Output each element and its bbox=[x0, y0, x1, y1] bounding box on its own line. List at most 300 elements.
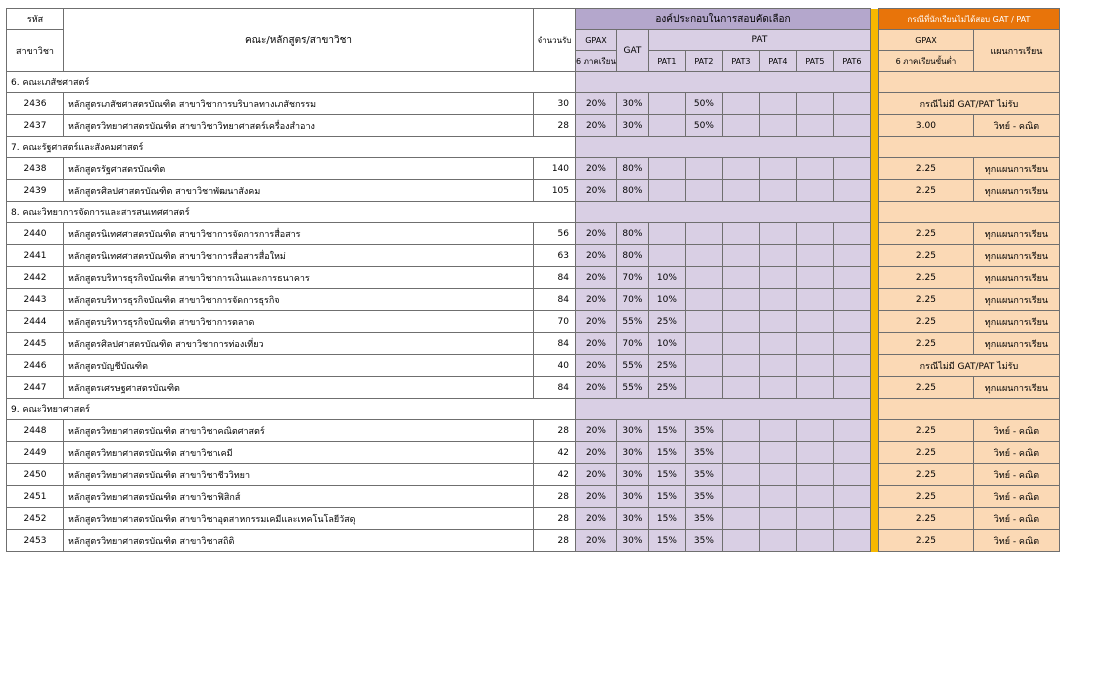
pat1-weight bbox=[648, 158, 685, 180]
pat5-weight bbox=[796, 530, 833, 552]
program-seats: 28 bbox=[534, 508, 576, 530]
study-plan: ทุกแผนการเรียน bbox=[973, 223, 1059, 245]
program-name: หลักสูตรวิทยาศาสตรบัณฑิต สาขาวิชาชีววิทยา bbox=[64, 464, 534, 486]
column-divider bbox=[870, 9, 878, 72]
pat5-weight bbox=[796, 333, 833, 355]
gpax-weight: 20% bbox=[576, 180, 617, 202]
pat1-weight: 15% bbox=[648, 486, 685, 508]
pat2-weight bbox=[685, 158, 722, 180]
pat5-weight bbox=[796, 377, 833, 399]
min-gpax: 2.25 bbox=[878, 420, 973, 442]
pat6-weight bbox=[833, 377, 870, 399]
pat4-weight bbox=[759, 530, 796, 552]
program-code: 2443 bbox=[7, 289, 64, 311]
header-program: คณะ/หลักสูตร/สาขาวิชา bbox=[64, 9, 534, 72]
faculty-title: 6. คณะเภสัชศาสตร์ bbox=[7, 72, 576, 93]
study-plan: วิทย์ - คณิต bbox=[973, 115, 1059, 137]
program-seats: 56 bbox=[534, 223, 576, 245]
pat6-weight bbox=[833, 93, 870, 115]
pat3-weight bbox=[722, 93, 759, 115]
program-code: 2442 bbox=[7, 267, 64, 289]
header-pat4: PAT4 bbox=[759, 51, 796, 72]
program-name: หลักสูตรบริหารธุรกิจบัณฑิต สาขาวิชาการตลาด bbox=[64, 311, 534, 333]
gat-weight: 55% bbox=[616, 311, 648, 333]
gpax-weight: 20% bbox=[576, 486, 617, 508]
pat3-weight bbox=[722, 267, 759, 289]
pat6-weight bbox=[833, 530, 870, 552]
table-row bbox=[7, 377, 1060, 399]
gpax-weight: 20% bbox=[576, 311, 617, 333]
study-plan: วิทย์ - คณิต bbox=[973, 486, 1059, 508]
program-seats: 105 bbox=[534, 180, 576, 202]
pat4-weight bbox=[759, 289, 796, 311]
column-divider bbox=[870, 137, 878, 158]
study-plan: วิทย์ - คณิต bbox=[973, 442, 1059, 464]
header-pat: PAT bbox=[648, 30, 870, 51]
pat5-weight bbox=[796, 289, 833, 311]
pat5-weight bbox=[796, 115, 833, 137]
study-plan: วิทย์ - คณิต bbox=[973, 530, 1059, 552]
pat2-weight bbox=[685, 377, 722, 399]
table-row bbox=[7, 355, 1060, 377]
column-divider bbox=[870, 245, 878, 267]
column-divider bbox=[870, 223, 878, 245]
gpax-weight: 20% bbox=[576, 420, 617, 442]
study-plan: ทุกแผนการเรียน bbox=[973, 267, 1059, 289]
program-code: 2440 bbox=[7, 223, 64, 245]
pat6-weight bbox=[833, 223, 870, 245]
table-row bbox=[7, 267, 1060, 289]
faculty-component-spacer bbox=[576, 72, 871, 93]
min-gpax: 3.00 bbox=[878, 115, 973, 137]
gat-weight: 80% bbox=[616, 245, 648, 267]
gpax-weight: 20% bbox=[576, 508, 617, 530]
pat6-weight bbox=[833, 289, 870, 311]
pat6-weight bbox=[833, 464, 870, 486]
min-gpax: 2.25 bbox=[878, 442, 973, 464]
header-pat1: PAT1 bbox=[648, 51, 685, 72]
gat-weight: 55% bbox=[616, 377, 648, 399]
program-code: 2437 bbox=[7, 115, 64, 137]
header-min-gpax-bottom: 6 ภาคเรียนขั้นต่ำ bbox=[878, 51, 973, 72]
table-row bbox=[7, 333, 1060, 355]
program-name: หลักสูตรนิเทศศาสตรบัณฑิต สาขาวิชาการจัดการการสื่อสาร bbox=[64, 223, 534, 245]
faculty-row bbox=[7, 399, 1060, 420]
program-seats: 84 bbox=[534, 267, 576, 289]
pat3-weight bbox=[722, 289, 759, 311]
column-divider bbox=[870, 530, 878, 552]
min-gpax: 2.25 bbox=[878, 245, 973, 267]
program-seats: 28 bbox=[534, 530, 576, 552]
program-name: หลักสูตรวิทยาศาสตรบัณฑิต สาขาวิชาคณิตศาสตร์ bbox=[64, 420, 534, 442]
pat4-weight bbox=[759, 115, 796, 137]
column-divider bbox=[870, 355, 878, 377]
program-name: หลักสูตรวิทยาศาสตรบัณฑิต สาขาวิชาอุตสาหกรรมเคมีและเทคโนโลยีวัสดุ bbox=[64, 508, 534, 530]
min-gpax: 2.25 bbox=[878, 377, 973, 399]
faculty-title: 7. คณะรัฐศาสตร์และสังคมศาสตร์ bbox=[7, 137, 576, 158]
table-row bbox=[7, 508, 1060, 530]
program-code: 2438 bbox=[7, 158, 64, 180]
pat2-weight bbox=[685, 223, 722, 245]
pat5-weight bbox=[796, 508, 833, 530]
pat5-weight bbox=[796, 93, 833, 115]
pat6-weight bbox=[833, 442, 870, 464]
table-row bbox=[7, 93, 1060, 115]
pat4-weight bbox=[759, 355, 796, 377]
faculty-no-gat-spacer bbox=[878, 202, 1059, 223]
program-seats: 42 bbox=[534, 464, 576, 486]
header-gat: GAT bbox=[616, 30, 648, 72]
pat3-weight bbox=[722, 442, 759, 464]
column-divider bbox=[870, 377, 878, 399]
pat2-weight bbox=[685, 245, 722, 267]
pat4-weight bbox=[759, 245, 796, 267]
gat-weight: 30% bbox=[616, 464, 648, 486]
pat3-weight bbox=[722, 464, 759, 486]
pat3-weight bbox=[722, 508, 759, 530]
program-seats: 30 bbox=[534, 93, 576, 115]
gat-weight: 70% bbox=[616, 267, 648, 289]
study-plan: ทุกแผนการเรียน bbox=[973, 180, 1059, 202]
table-row bbox=[7, 486, 1060, 508]
pat3-weight bbox=[722, 355, 759, 377]
table-body bbox=[7, 72, 1060, 552]
pat2-weight: 35% bbox=[685, 530, 722, 552]
program-code: 2453 bbox=[7, 530, 64, 552]
faculty-component-spacer bbox=[576, 202, 871, 223]
pat6-weight bbox=[833, 245, 870, 267]
header-min-gpax-top: GPAX bbox=[878, 30, 973, 51]
pat4-weight bbox=[759, 180, 796, 202]
gat-weight: 30% bbox=[616, 115, 648, 137]
pat2-weight: 35% bbox=[685, 486, 722, 508]
program-name: หลักสูตรวิทยาศาสตรบัณฑิต สาขาวิชาเคมี bbox=[64, 442, 534, 464]
pat6-weight bbox=[833, 115, 870, 137]
program-name: หลักสูตรศิลปศาสตรบัณฑิต สาขาวิชาการท่องเที่ยว bbox=[64, 333, 534, 355]
min-gpax: 2.25 bbox=[878, 180, 973, 202]
pat5-weight bbox=[796, 486, 833, 508]
program-seats: 140 bbox=[534, 158, 576, 180]
pat5-weight bbox=[796, 245, 833, 267]
column-divider bbox=[870, 93, 878, 115]
pat6-weight bbox=[833, 333, 870, 355]
pat4-weight bbox=[759, 223, 796, 245]
study-plan: ทุกแผนการเรียน bbox=[973, 311, 1059, 333]
column-divider bbox=[870, 486, 878, 508]
pat2-weight: 35% bbox=[685, 420, 722, 442]
program-code: 2448 bbox=[7, 420, 64, 442]
faculty-no-gat-spacer bbox=[878, 399, 1059, 420]
pat6-weight bbox=[833, 267, 870, 289]
pat4-weight bbox=[759, 158, 796, 180]
pat1-weight bbox=[648, 223, 685, 245]
program-seats: 84 bbox=[534, 289, 576, 311]
header-gpax-bottom: 6 ภาคเรียน bbox=[576, 51, 617, 72]
program-seats: 70 bbox=[534, 311, 576, 333]
gpax-weight: 20% bbox=[576, 289, 617, 311]
pat2-weight bbox=[685, 180, 722, 202]
program-seats: 28 bbox=[534, 420, 576, 442]
program-seats: 28 bbox=[534, 486, 576, 508]
column-divider bbox=[870, 72, 878, 93]
pat1-weight: 25% bbox=[648, 377, 685, 399]
gpax-weight: 20% bbox=[576, 442, 617, 464]
program-code: 2445 bbox=[7, 333, 64, 355]
header-code-bottom: สาขาวิชา bbox=[7, 30, 64, 72]
pat3-weight bbox=[722, 245, 759, 267]
table-row bbox=[7, 464, 1060, 486]
column-divider bbox=[870, 464, 878, 486]
program-code: 2439 bbox=[7, 180, 64, 202]
min-gpax: 2.25 bbox=[878, 508, 973, 530]
pat6-weight bbox=[833, 420, 870, 442]
study-plan: วิทย์ - คณิต bbox=[973, 420, 1059, 442]
pat4-weight bbox=[759, 311, 796, 333]
pat2-weight bbox=[685, 311, 722, 333]
pat1-weight: 15% bbox=[648, 464, 685, 486]
program-name: หลักสูตรวิทยาศาสตรบัณฑิต สาขาวิชาสถิติ bbox=[64, 530, 534, 552]
column-divider bbox=[870, 158, 878, 180]
pat5-weight bbox=[796, 464, 833, 486]
min-gpax: 2.25 bbox=[878, 333, 973, 355]
program-seats: 42 bbox=[534, 442, 576, 464]
faculty-no-gat-spacer bbox=[878, 72, 1059, 93]
program-code: 2441 bbox=[7, 245, 64, 267]
pat5-weight bbox=[796, 442, 833, 464]
pat1-weight bbox=[648, 180, 685, 202]
gat-weight: 70% bbox=[616, 333, 648, 355]
program-name: หลักสูตรบัญชีบัณฑิต bbox=[64, 355, 534, 377]
pat2-weight bbox=[685, 289, 722, 311]
gat-weight: 55% bbox=[616, 355, 648, 377]
gpax-weight: 20% bbox=[576, 115, 617, 137]
pat1-weight bbox=[648, 115, 685, 137]
gat-weight: 80% bbox=[616, 180, 648, 202]
pat2-weight bbox=[685, 355, 722, 377]
header-components: องค์ประกอบในการสอบคัดเลือก bbox=[576, 9, 871, 30]
gat-weight: 30% bbox=[616, 420, 648, 442]
table-row bbox=[7, 442, 1060, 464]
pat1-weight: 10% bbox=[648, 267, 685, 289]
study-plan: วิทย์ - คณิต bbox=[973, 508, 1059, 530]
pat6-weight bbox=[833, 508, 870, 530]
pat4-weight bbox=[759, 93, 796, 115]
study-plan: ทุกแผนการเรียน bbox=[973, 333, 1059, 355]
gat-weight: 30% bbox=[616, 508, 648, 530]
gpax-weight: 20% bbox=[576, 223, 617, 245]
program-name: หลักสูตรวิทยาศาสตรบัณฑิต สาขาวิชาฟิสิกส์ bbox=[64, 486, 534, 508]
table-row bbox=[7, 420, 1060, 442]
column-divider bbox=[870, 420, 878, 442]
gpax-weight: 20% bbox=[576, 158, 617, 180]
pat3-weight bbox=[722, 158, 759, 180]
faculty-title: 9. คณะวิทยาศาสตร์ bbox=[7, 399, 576, 420]
study-plan: ทุกแผนการเรียน bbox=[973, 377, 1059, 399]
min-gpax: 2.25 bbox=[878, 158, 973, 180]
program-name: หลักสูตรรัฐศาสตรบัณฑิต bbox=[64, 158, 534, 180]
admission-table bbox=[6, 8, 1060, 552]
pat4-weight bbox=[759, 333, 796, 355]
pat3-weight bbox=[722, 530, 759, 552]
gpax-weight: 20% bbox=[576, 267, 617, 289]
min-gpax: 2.25 bbox=[878, 486, 973, 508]
study-plan: ทุกแผนการเรียน bbox=[973, 158, 1059, 180]
gpax-weight: 20% bbox=[576, 530, 617, 552]
gpax-weight: 20% bbox=[576, 93, 617, 115]
gpax-weight: 20% bbox=[576, 333, 617, 355]
pat4-weight bbox=[759, 267, 796, 289]
gpax-weight: 20% bbox=[576, 464, 617, 486]
pat6-weight bbox=[833, 311, 870, 333]
pat2-weight: 50% bbox=[685, 115, 722, 137]
program-name: หลักสูตรบริหารธุรกิจบัณฑิต สาขาวิชาการจัดการธุรกิจ bbox=[64, 289, 534, 311]
gpax-weight: 20% bbox=[576, 377, 617, 399]
pat2-weight: 35% bbox=[685, 464, 722, 486]
header-pat6: PAT6 bbox=[833, 51, 870, 72]
pat3-weight bbox=[722, 115, 759, 137]
program-seats: 84 bbox=[534, 377, 576, 399]
program-name: หลักสูตรวิทยาศาสตรบัณฑิต สาขาวิชาวิทยาศาสตร์เครื่องสำอาง bbox=[64, 115, 534, 137]
pat6-weight bbox=[833, 180, 870, 202]
program-seats: 84 bbox=[534, 333, 576, 355]
pat4-weight bbox=[759, 486, 796, 508]
pat5-weight bbox=[796, 420, 833, 442]
column-divider bbox=[870, 333, 878, 355]
study-plan: ทุกแผนการเรียน bbox=[973, 245, 1059, 267]
min-gpax: 2.25 bbox=[878, 311, 973, 333]
pat2-weight: 35% bbox=[685, 508, 722, 530]
table-row bbox=[7, 311, 1060, 333]
table-row bbox=[7, 530, 1060, 552]
column-divider bbox=[870, 442, 878, 464]
table-row bbox=[7, 245, 1060, 267]
pat1-weight: 10% bbox=[648, 289, 685, 311]
pat1-weight: 15% bbox=[648, 442, 685, 464]
pat1-weight: 15% bbox=[648, 508, 685, 530]
pat3-weight bbox=[722, 377, 759, 399]
pat1-weight bbox=[648, 93, 685, 115]
pat3-weight bbox=[722, 311, 759, 333]
pat5-weight bbox=[796, 223, 833, 245]
pat4-weight bbox=[759, 420, 796, 442]
column-divider bbox=[870, 311, 878, 333]
pat6-weight bbox=[833, 355, 870, 377]
pat5-weight bbox=[796, 355, 833, 377]
faculty-component-spacer bbox=[576, 399, 871, 420]
table-row bbox=[7, 158, 1060, 180]
gat-weight: 80% bbox=[616, 223, 648, 245]
pat1-weight: 25% bbox=[648, 355, 685, 377]
program-name: หลักสูตรนิเทศศาสตรบัณฑิต สาขาวิชาการสื่อสารสื่อใหม่ bbox=[64, 245, 534, 267]
pat5-weight bbox=[796, 267, 833, 289]
program-name: หลักสูตรเศรษฐศาสตรบัณฑิต bbox=[64, 377, 534, 399]
study-plan: วิทย์ - คณิต bbox=[973, 464, 1059, 486]
column-divider bbox=[870, 508, 878, 530]
program-seats: 28 bbox=[534, 115, 576, 137]
column-divider bbox=[870, 180, 878, 202]
table-row bbox=[7, 180, 1060, 202]
gpax-weight: 20% bbox=[576, 245, 617, 267]
pat4-weight bbox=[759, 464, 796, 486]
pat5-weight bbox=[796, 311, 833, 333]
header-pat5: PAT5 bbox=[796, 51, 833, 72]
table-header bbox=[7, 9, 1060, 72]
pat6-weight bbox=[833, 486, 870, 508]
pat2-weight: 50% bbox=[685, 93, 722, 115]
program-name: หลักสูตรศิลปศาสตรบัณฑิต สาขาวิชาพัฒนาสังคม bbox=[64, 180, 534, 202]
program-code: 2451 bbox=[7, 486, 64, 508]
min-gpax: 2.25 bbox=[878, 267, 973, 289]
gat-weight: 30% bbox=[616, 486, 648, 508]
column-divider bbox=[870, 399, 878, 420]
min-gpax: 2.25 bbox=[878, 464, 973, 486]
faculty-row bbox=[7, 137, 1060, 158]
table-row bbox=[7, 223, 1060, 245]
program-code: 2436 bbox=[7, 93, 64, 115]
program-name: หลักสูตรเภสัชศาสตรบัณฑิต สาขาวิชาการบริบาลทางเภสัชกรรม bbox=[64, 93, 534, 115]
program-code: 2452 bbox=[7, 508, 64, 530]
faculty-component-spacer bbox=[576, 137, 871, 158]
header-pat3: PAT3 bbox=[722, 51, 759, 72]
pat2-weight bbox=[685, 333, 722, 355]
pat1-weight: 25% bbox=[648, 311, 685, 333]
pat3-weight bbox=[722, 223, 759, 245]
min-gpax: 2.25 bbox=[878, 530, 973, 552]
pat1-weight: 15% bbox=[648, 530, 685, 552]
gat-weight: 30% bbox=[616, 442, 648, 464]
min-gpax: 2.25 bbox=[878, 223, 973, 245]
pat2-weight: 35% bbox=[685, 442, 722, 464]
pat6-weight bbox=[833, 158, 870, 180]
column-divider bbox=[870, 289, 878, 311]
column-divider bbox=[870, 267, 878, 289]
header-seats: จำนวนรับ bbox=[534, 9, 576, 72]
gat-weight: 30% bbox=[616, 93, 648, 115]
pat5-weight bbox=[796, 158, 833, 180]
pat4-weight bbox=[759, 508, 796, 530]
header-pat2: PAT2 bbox=[685, 51, 722, 72]
gat-weight: 30% bbox=[616, 530, 648, 552]
header-gpax-top: GPAX bbox=[576, 30, 617, 51]
pat3-weight bbox=[722, 486, 759, 508]
pat1-weight: 10% bbox=[648, 333, 685, 355]
program-seats: 63 bbox=[534, 245, 576, 267]
program-code: 2447 bbox=[7, 377, 64, 399]
faculty-row bbox=[7, 202, 1060, 223]
pat1-weight: 15% bbox=[648, 420, 685, 442]
program-name: หลักสูตรบริหารธุรกิจบัณฑิต สาขาวิชาการเงินและการธนาคาร bbox=[64, 267, 534, 289]
table-row bbox=[7, 115, 1060, 137]
pat3-weight bbox=[722, 180, 759, 202]
program-code: 2449 bbox=[7, 442, 64, 464]
column-divider bbox=[870, 202, 878, 223]
pat4-weight bbox=[759, 377, 796, 399]
table-row bbox=[7, 289, 1060, 311]
header-code-top: รหัส bbox=[7, 9, 64, 30]
program-seats: 40 bbox=[534, 355, 576, 377]
pat1-weight bbox=[648, 245, 685, 267]
program-code: 2446 bbox=[7, 355, 64, 377]
pat3-weight bbox=[722, 420, 759, 442]
program-code: 2444 bbox=[7, 311, 64, 333]
faculty-no-gat-spacer bbox=[878, 137, 1059, 158]
pat4-weight bbox=[759, 442, 796, 464]
faculty-row bbox=[7, 72, 1060, 93]
pat5-weight bbox=[796, 180, 833, 202]
program-code: 2450 bbox=[7, 464, 64, 486]
pat3-weight bbox=[722, 333, 759, 355]
min-gpax: 2.25 bbox=[878, 289, 973, 311]
